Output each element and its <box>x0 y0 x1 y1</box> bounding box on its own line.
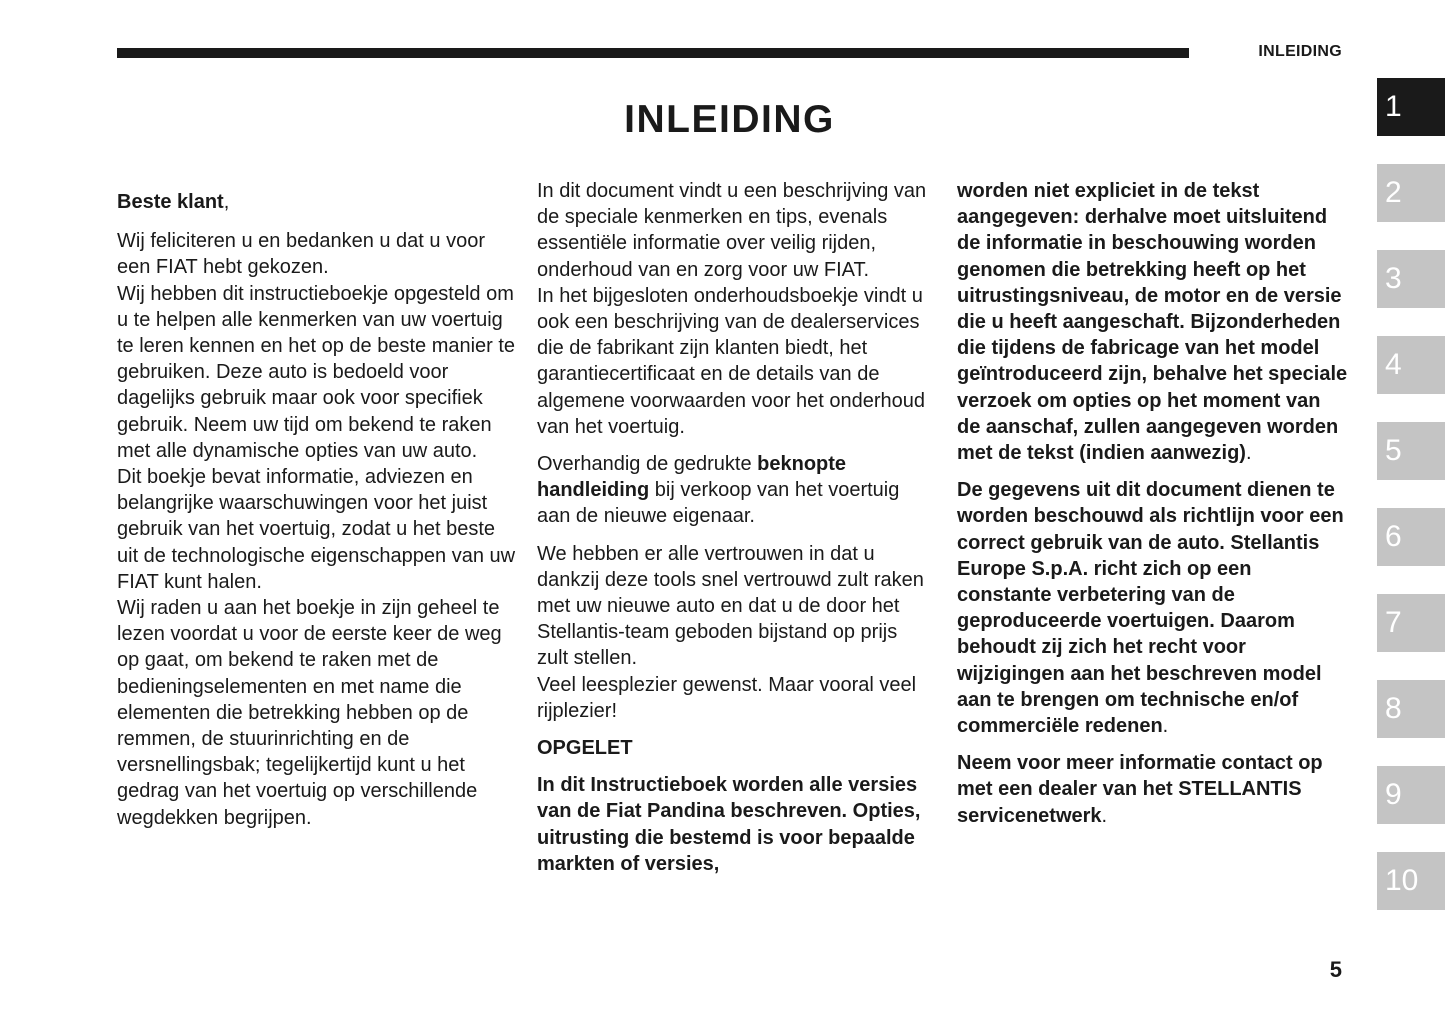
guideline-paragraph <box>957 477 1349 739</box>
warning-text: In dit Instructieboek worden alle versies van de Fiat Pandina beschreven. Opties, uitrusting die bestemd is voor bepaalde markten of versies, <box>537 774 921 875</box>
intro-paragraph: Wij feliciteren u en bedanken u dat u voor een FIAT hebt gekozen. Wij hebben dit instructieboekje opgesteld om u te helpen alle kenmerken van uw voertuig te leren kennen en het op de beste manier te gebruiken. Deze auto is bedoeld voor dagelijks gebruik maar ook voor specifiek gebruik. Neem uw tijd om bekend te raken met alle dynamische opties van uw auto. Dit boekje bevat informatie, adviezen en belangrijke waarschuwingen voor het juist gebruik van het voertuig, zodat u het beste uit de technologische eigenschappen van uw FIAT kunt halen. Wij raden u aan het boekje in zijn geheel te lezen voordat u voor de eerste keer de weg op gaat, om bekend te raken met de bedieningselementen en met name die elementen die betrekking hebben op de remmen, de stuurinrichting en de versnellingsbak; tegelijkertijd kunt u het gedrag van het voertuig op verschillende wegdekken begrijpen. <box>117 230 516 829</box>
chapter-tab-4[interactable]: 4 <box>1377 336 1445 394</box>
chapter-tab-1[interactable]: 1 <box>1377 78 1445 136</box>
column-2 <box>537 178 933 877</box>
contact-end: . <box>1101 804 1108 827</box>
warning-continuation <box>957 178 1349 466</box>
top-rule <box>117 48 1189 58</box>
closing-paragraph: We hebben er alle vertrouwen in dat u dankzij deze tools snel vertrouwd zult raken met uw nieuwe auto en dat u de door het Stellantis-team geboden bijstand op prijs zult stellen. Veel leesplezier gewenst. Maar vooral veel rijplezier! <box>537 542 924 722</box>
handover-text-bold: beknopte handleiding <box>537 453 847 502</box>
chapter-tab-2[interactable]: 2 <box>1377 164 1445 222</box>
chapter-tab-7[interactable]: 7 <box>1377 594 1445 652</box>
chapter-tab-9[interactable]: 9 <box>1377 766 1445 824</box>
running-head: INLEIDING <box>1258 43 1342 60</box>
column-1 <box>117 189 517 831</box>
chapter-tab-8[interactable]: 8 <box>1377 680 1445 738</box>
warning-continuation-end: . <box>1245 442 1252 465</box>
page-number: 5 <box>1329 957 1342 982</box>
column-3 <box>957 178 1349 829</box>
warning-continuation-text: worden niet expliciet in de tekst aangegeven: derhalve moet uitsluitend de informatie in beschouwing worden genomen die betrekking heeft op het uitrustingsniveau, de motor en de versie die u heeft aangeschaft. Bijzonderheden die tijdens de fabricage van het model geïntroduceerd zijn, behalve het speciale verzoek om opties op het moment van de aanschaf, zullen aangegeven worden met de tekst (indien aanwezig) <box>957 180 1348 465</box>
contact-paragraph <box>957 750 1349 829</box>
guideline-text: De gegevens uit dit document dienen te worden beschouwd als richtlijn voor een correct gebruik van de auto. Stellantis Europe S.p.A. richt zich op een constante verbetering van de geproduceerde voertuigen. Daarom behoudt zij zich het recht voor wijzigingen aan het beschreven model aan te brengen om technische en/of commerciële redenen <box>957 479 1344 738</box>
chapter-tab-6[interactable]: 6 <box>1377 508 1445 566</box>
greeting <box>117 189 517 215</box>
chapter-tab-3[interactable]: 3 <box>1377 250 1445 308</box>
guideline-end: . <box>1162 715 1169 738</box>
contact-text: Neem voor meer informatie contact op met een dealer van het STELLANTIS servicenetwerk <box>957 752 1323 827</box>
greeting-punct: , <box>223 191 230 213</box>
handover-text-pre: Overhandig de gedrukte <box>537 453 758 476</box>
chapter-tab-10[interactable]: 10 <box>1377 852 1445 910</box>
greeting-name: Beste klant <box>117 191 224 213</box>
document-description: In dit document vindt u een beschrijving van de speciale kenmerken en tips, evenals essentiële informatie over veilig rijden, onderhoud van en zorg voor uw FIAT. In het bijgesloten onderhoudsboekje vindt u ook een beschrijving van de dealerservices die de fabrikant zijn klanten biedt, het garantiecertificaat en de details van de algemene voorwaarden voor het onderhoud van het voertuig. <box>537 180 927 438</box>
handover-text-post: bij verkoop van het voertuig aan de nieuwe eigenaar. <box>537 479 900 528</box>
page-title: INLEIDING <box>624 98 835 141</box>
warning-heading: OPGELET <box>537 737 633 760</box>
chapter-tabs <box>1377 78 1445 938</box>
handover-paragraph <box>537 451 933 530</box>
chapter-tab-5[interactable]: 5 <box>1377 422 1445 480</box>
